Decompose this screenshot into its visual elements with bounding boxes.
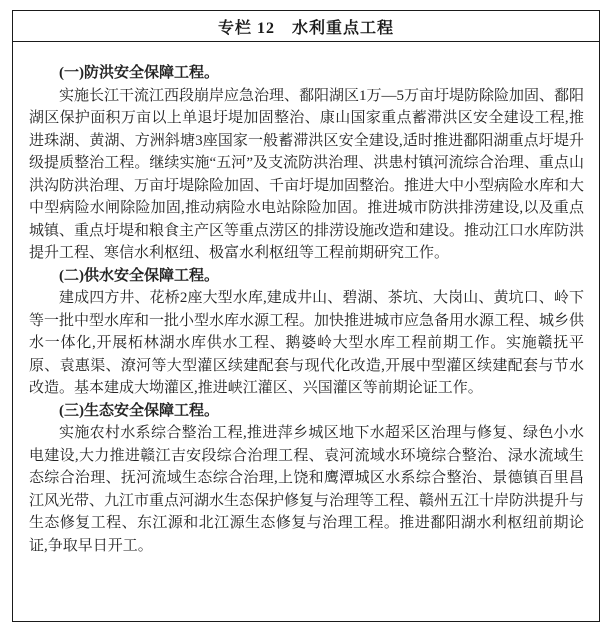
panel-body bbox=[13, 42, 599, 557]
section-heading: (一)防洪安全保障工程。 bbox=[59, 65, 219, 81]
panel-header bbox=[13, 11, 599, 42]
section-body: 实施农村水系综合整治工程,推进萍乡城区地下水超采区治理与修复、绿色小水电建设,大力推进赣江吉安段综合治理工程、袁河流域水环境综合整治、渌水流域生态综合治理、抚河流域生态综合治理,上饶和鹰潭城区水系综合整治、景德镇百里昌江风光带、九江市重点河湖水生态保护修复与治理等工程、赣州五江十岸防洪提升与生态修复工程、东江源和北江源生态修复与治理工程。推进鄱阳湖水利枢纽前期论证,争取早日开工。 bbox=[29, 425, 585, 554]
section-heading: (三)生态安全保障工程。 bbox=[59, 402, 219, 419]
section-heading: (二)供水安全保障工程。 bbox=[59, 267, 219, 284]
panel-title: 专栏 12 水利重点工程 bbox=[217, 19, 394, 37]
column-panel bbox=[12, 10, 600, 622]
section-body: 建成四方井、花桥2座大型水库,建成井山、碧湖、茶坑、大岗山、黄坑口、岭下等一批中型水库和一批小型水库水源工程。加快推进城市应急备用水源工程、城乡供水一体化,开展柘林湖水库供水工程、鹅婆岭大型水库工程前期工作。实施赣抚平原、袁惠渠、潦河等大型灌区续建配套与现代化改造,开展中型灌区续建配套与节水改造。基本建成大坳灌区,推进峡江灌区、兴国灌区等前期论证工作。 bbox=[29, 290, 585, 396]
section-body: 实施长江干流江西段崩岸应急治理、鄱阳湖区1万—5万亩圩堤防除险加固、鄱阳湖区保护面积万亩以上单退圩堤加固整治、康山国家重点蓄滞洪区安全建设工程,推进珠湖、黄湖、方洲斜塘3座国家一般蓄滞洪区安全建设,适时推进鄱阳湖重点圩堤升级提质整治工程。继续实施“五河”及支流防洪治理、洪患村镇河流综合治理、重点山洪沟防洪治理、万亩圩堤除险加固、千亩圩堤加固整治。推进大中小型病险水库和大中型病险水闸除险加固,推动病险水电站除险加固。推进城市防洪排涝建设,以及重点城镇、重点圩堤和粮食主产区等重点涝区的排涝设施改造和建设。推动江口水库防洪提升工程、寒信水利枢纽、极富水利枢纽等工程前期研究工作。 bbox=[29, 87, 585, 261]
